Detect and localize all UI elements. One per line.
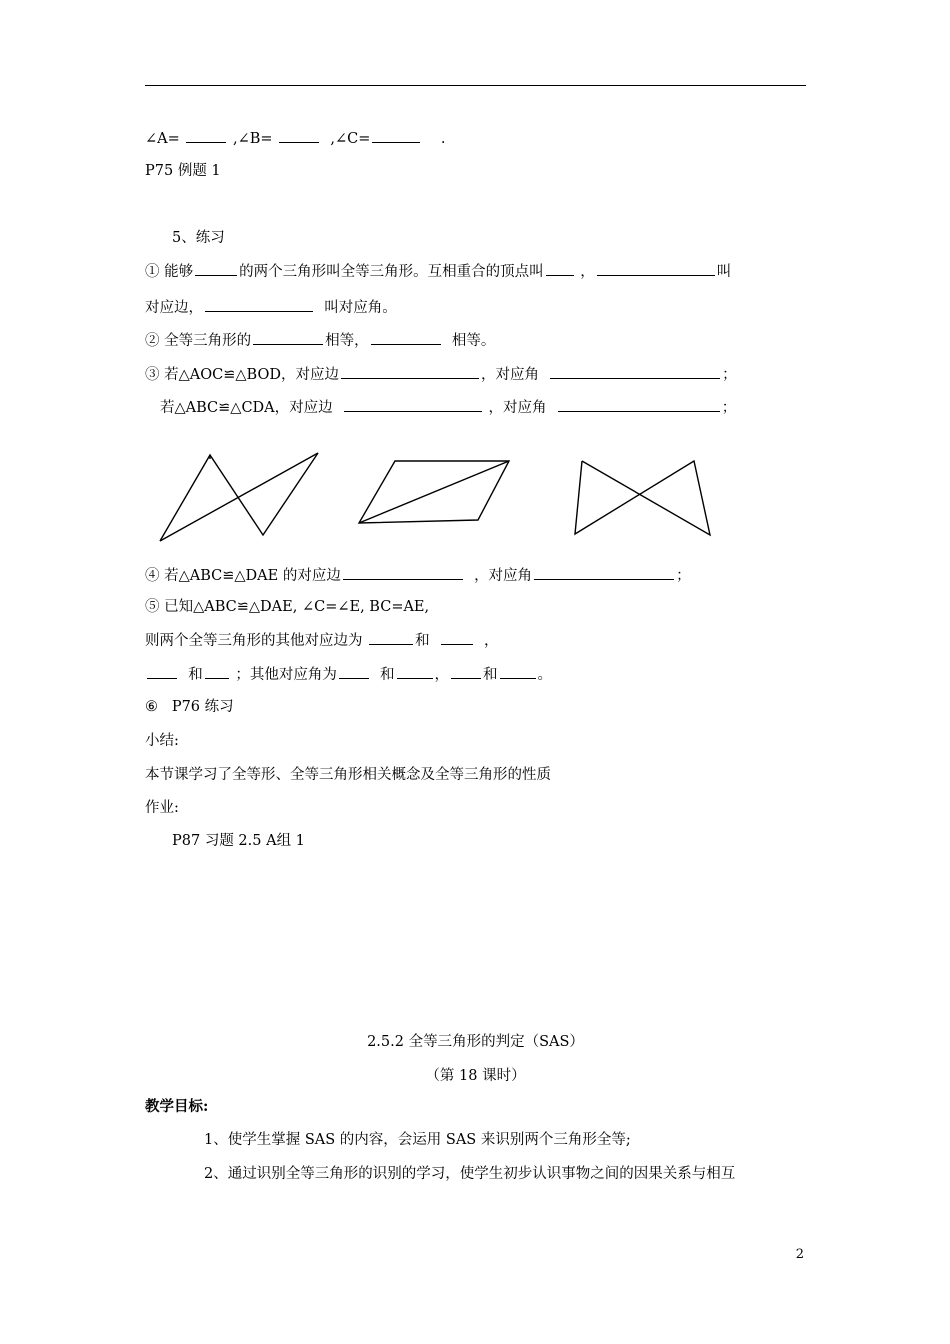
answer-blank[interactable] [369,630,413,645]
question-3-line-1: ③ 若△AOC≌△BOD，对应边 ，对应角 ； [145,364,737,385]
homework-label: 作业: [145,800,179,816]
question-5-line-1: ⑤ 已知△ABC≌△DAE, ∠C=∠E, BC=AE, [145,599,430,615]
answer-blank[interactable] [372,128,420,143]
summary-text: 本节课学习了全等形、全等三角形相关概念及全等三角形的性质 [145,767,551,783]
answer-blank[interactable] [205,297,313,312]
answer-blank[interactable] [253,330,323,345]
answer-blank[interactable] [279,128,319,143]
answer-blank[interactable] [371,330,441,345]
answer-blank[interactable] [397,664,433,679]
question-5-line-2: 则两个全等三角形的其他对应边为 和 ， [145,630,499,651]
answer-blank[interactable] [205,664,229,679]
question-6: ⑥ P76 练习 [145,699,234,715]
answer-blank[interactable] [558,397,720,412]
question-1-line-2: 对应边， 叫对应角。 [145,297,397,318]
objective-2: 2、通过识别全等三角形的识别的学习，使学生初步认识事物之间的因果关系与相互 [204,1166,736,1182]
answer-blank[interactable] [441,630,473,645]
page-number: 2 [795,1247,804,1262]
triangle-figures [145,445,806,555]
section-title: 2.5.2 全等三角形的判定（SAS） [367,1034,584,1050]
question-4: ④ 若△ABC≌△DAE 的对应边 ，对应角 ； [145,565,691,586]
answer-blank[interactable] [451,664,481,679]
answer-blank[interactable] [597,261,715,276]
example-ref: P75 例题 1 [145,163,221,179]
homework-text: P87 习题 2.5 A组 1 [172,833,305,849]
answer-blank[interactable] [344,397,482,412]
summary-label: 小结: [145,733,179,749]
answer-blank[interactable] [500,664,536,679]
objective-1: 1、使学生掌握 SAS 的内容，会运用 SAS 来识别两个三角形全等; [204,1132,631,1148]
answer-blank[interactable] [534,565,674,580]
question-5-line-3: 和 ；其他对应角为 和 ， 和 。 [145,664,552,685]
figure-bowtie [575,461,710,535]
answer-blank[interactable] [546,261,574,276]
answer-blank[interactable] [341,364,479,379]
objectives-label: 教学目标: [145,1098,209,1115]
answer-blank[interactable] [339,664,369,679]
answer-blank[interactable] [195,261,237,276]
lesson-number: （第 18 课时） [425,1068,526,1084]
angles-line: ∠A= ,∠B= ,∠C= . [145,128,445,149]
answer-blank[interactable] [343,565,463,580]
question-2: ② 全等三角形的 相等， 相等。 [145,330,495,351]
question-1-line-1: ① 能够 的两个三角形叫全等三角形。互相重合的顶点叫 ， 叫 [145,261,731,282]
answer-blank[interactable] [147,664,177,679]
question-3-line-2: 若△ABC≌△CDA，对应边 ，对应角 ； [160,397,736,418]
answer-blank[interactable] [550,364,720,379]
header-rule [145,85,806,86]
answer-blank[interactable] [186,128,226,143]
practice-heading: 5、练习 [172,230,225,246]
